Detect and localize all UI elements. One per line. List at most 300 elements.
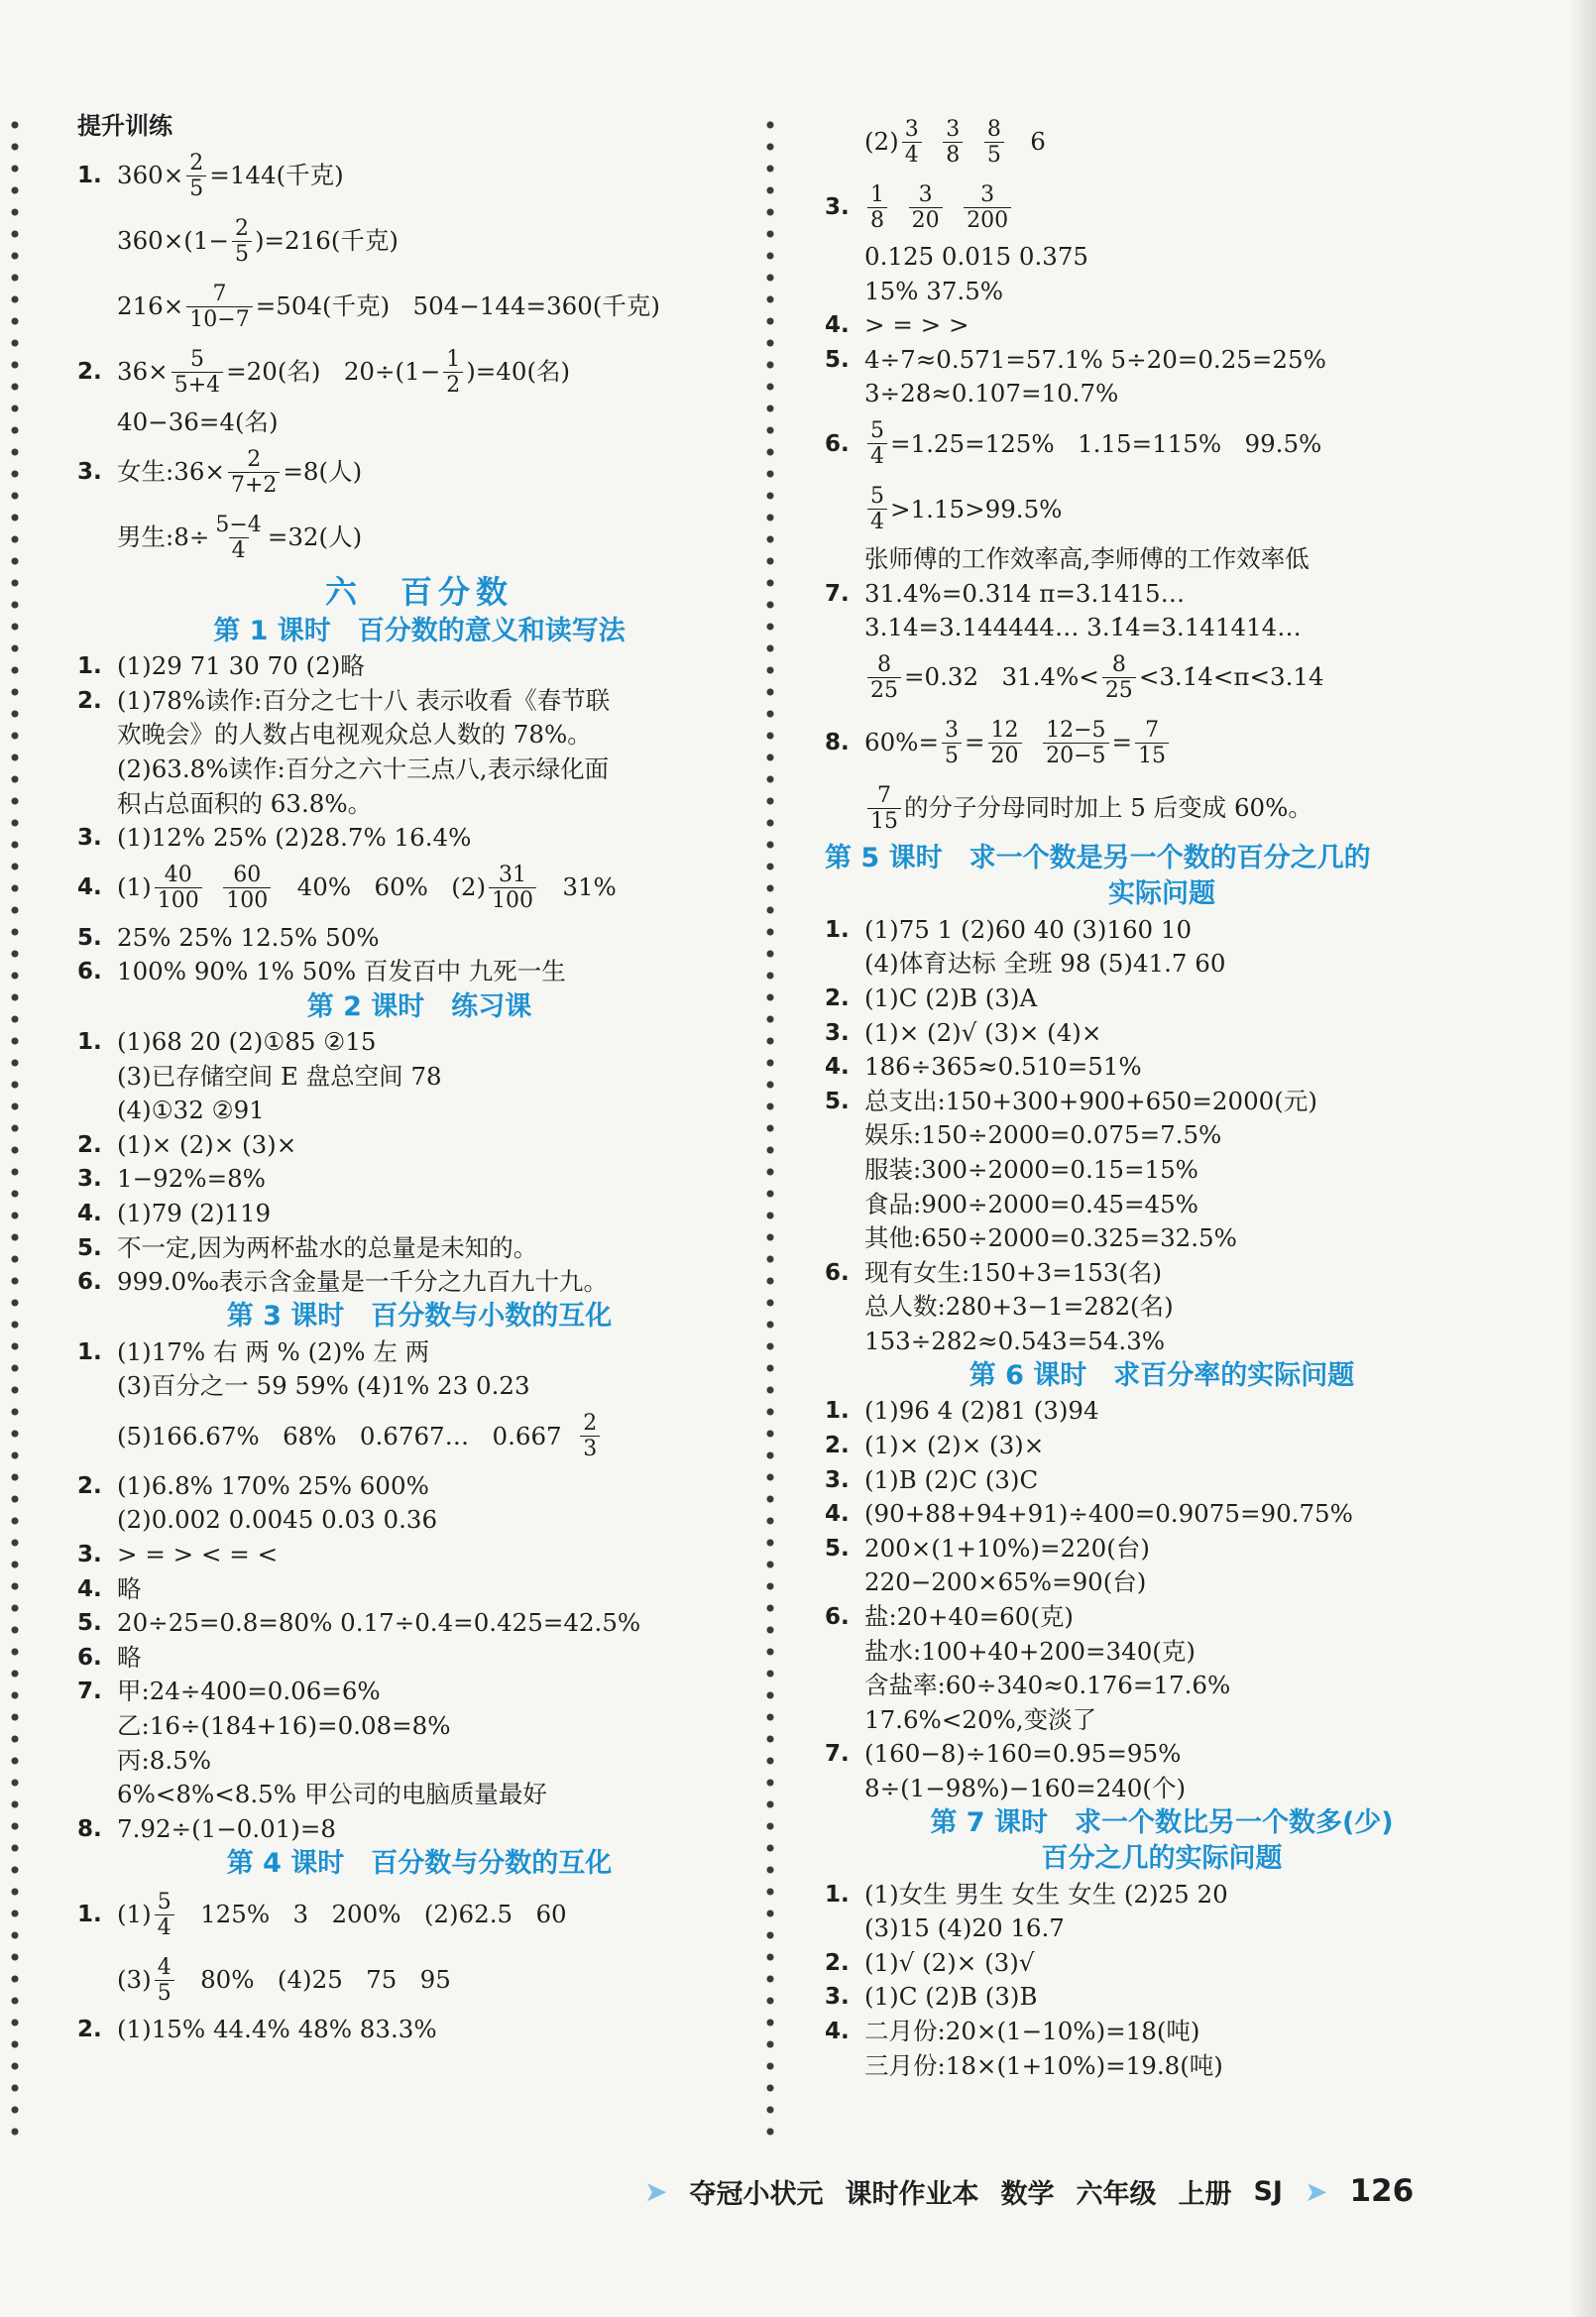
answer-line [77, 821, 761, 856]
fraction [943, 117, 963, 168]
answer-line [77, 1503, 761, 1538]
answer-line [77, 1197, 761, 1231]
fraction-numerator: 2 [583, 1411, 598, 1437]
question-number: 1. [77, 1028, 102, 1055]
lesson-heading [825, 1358, 1499, 1394]
question-number: 7. [77, 1679, 102, 1705]
line-text: 7.92÷(1−0.01)=8 [117, 1813, 336, 1843]
answer-line [77, 856, 761, 921]
fraction [212, 513, 264, 563]
question-number: 6. [825, 1259, 850, 1286]
line-text: =1.25=125% 1.15=115% 99.5% [890, 428, 1322, 458]
fraction-denominator: 100 [155, 887, 202, 913]
question-number: 1. [825, 1398, 850, 1425]
line-text: 男生:8÷ [117, 521, 210, 551]
fraction [155, 1955, 174, 2006]
fraction-numerator: 31 [499, 863, 527, 888]
line-text: 三月份:18×(1+10%)=19.8(吨) [864, 2050, 1223, 2080]
answer-line [77, 921, 761, 956]
line-text: 略 [117, 1642, 142, 1672]
line-text: 360× [117, 161, 184, 190]
fraction-denominator: 20 [988, 743, 1022, 768]
answer-line [77, 1812, 761, 1847]
question-number: 2. [77, 1131, 102, 1158]
lesson-heading [77, 614, 761, 649]
fraction-denominator: 25 [867, 677, 901, 703]
line-text: 积占总面积的 63.8%。 [117, 788, 373, 818]
line-text: 不一定,因为两杯盐水的总量是未知的。 [117, 1232, 538, 1262]
line-text [946, 190, 962, 225]
answer-line [77, 1128, 761, 1163]
fraction-numerator: 60 [233, 863, 262, 888]
fraction-numerator: 8 [877, 652, 891, 678]
line-text: 100% 90% 1% 50% 百发百中 九死一生 [117, 957, 566, 986]
answer-line [825, 645, 1499, 711]
answer-line [77, 1744, 761, 1779]
fraction-denominator: 2 [443, 372, 463, 398]
line-text: 的分子分母同时加上 5 后变成 60%。 [904, 793, 1312, 823]
question-number: 2. [77, 1472, 102, 1499]
answer-line [825, 2015, 1499, 2049]
line-text: (1)√ (2)× (3)√ [864, 1947, 1035, 1977]
fraction-denominator: 5 [155, 1980, 174, 2006]
fraction-denominator: 200 [964, 207, 1011, 233]
fraction-denominator: 5 [984, 142, 1004, 168]
fraction-numerator: 8 [986, 116, 1001, 142]
question-number: 3. [77, 1542, 102, 1568]
answer-line [77, 439, 761, 505]
answer-line [77, 1641, 761, 1676]
line-text: 盐:20+40=60(克) [864, 1602, 1074, 1632]
fraction [988, 718, 1022, 768]
answer-line [825, 913, 1499, 948]
line-text: 提升训练 [77, 112, 172, 140]
answer-line [825, 1463, 1499, 1498]
line-text: 总支出:150+300+900+650=2000(元) [864, 1086, 1317, 1115]
fraction [867, 182, 887, 233]
question-number: 4. [77, 1200, 102, 1226]
line-text: (4)①32 ②91 [117, 1096, 265, 1125]
answer-line [825, 1085, 1499, 1119]
fraction-numerator: 7 [877, 783, 891, 809]
fraction-numerator: 2 [234, 216, 249, 242]
line-text: 6%<8%<8.5% 甲公司的电脑质量最好 [117, 1780, 547, 1809]
line-text: 二月份:20×(1−10%)=18(吨) [864, 2016, 1200, 2045]
fraction-denominator: 4 [902, 142, 922, 168]
footer-arrow-icon: ➤ [1304, 2174, 1328, 2208]
answer-line [77, 1060, 761, 1095]
answer-line [825, 411, 1499, 477]
line-text: 360×(1− [117, 226, 229, 256]
answer-line [77, 405, 761, 440]
answer-line [825, 174, 1499, 240]
answer-line [77, 275, 761, 340]
fraction-denominator: 4 [867, 443, 887, 469]
answer-line [825, 1669, 1499, 1703]
fraction-denominator: 8 [867, 207, 887, 233]
fraction-denominator: 8 [943, 142, 963, 168]
answer-line [77, 2013, 761, 2047]
fraction-numerator: 1 [446, 347, 461, 373]
line-text: (2) [864, 126, 899, 156]
lesson-heading [77, 1846, 761, 1882]
fraction [186, 282, 252, 332]
fraction-denominator: 15 [867, 808, 901, 834]
question-number: 3. [825, 1466, 850, 1493]
line-text: 第 2 课时 练习课 [306, 990, 532, 1022]
answer-line [825, 982, 1499, 1016]
footer-edition: SJ [1253, 2175, 1283, 2207]
answer-line [77, 1369, 761, 1404]
answer-line [825, 542, 1499, 577]
question-number: 5. [77, 924, 102, 951]
line-text: 999.0‰表示含金量是一千分之九百九十九。 [117, 1267, 609, 1297]
answer-line [825, 611, 1499, 645]
fraction [867, 418, 887, 469]
answer-line [77, 1778, 761, 1812]
question-number: 6. [825, 430, 850, 457]
line-text: 0.125 0.015 0.375 [864, 242, 1088, 271]
line-text: =0.32 31.4%< [904, 662, 1099, 692]
answer-line [825, 947, 1499, 982]
line-text: 略 [117, 1573, 142, 1603]
page-footer [644, 2166, 1437, 2216]
lesson-heading [77, 1300, 761, 1335]
line-text: 第 5 课时 求一个数是另一个数的百分之几的 [825, 843, 1371, 874]
line-text: (1)17% 右 两 % (2)% 左 两 [117, 1336, 430, 1366]
fraction [867, 484, 887, 534]
lesson-heading [825, 1806, 1499, 1842]
answer-line [825, 1635, 1499, 1670]
line-text: 丙:8.5% [117, 1745, 211, 1775]
line-text: (1)15% 44.4% 48% 83.3% [117, 2015, 437, 2044]
question-number: 3. [77, 825, 102, 852]
fraction-numerator: 7 [212, 282, 227, 307]
fraction-denominator: 5 [232, 241, 252, 267]
line-text: (1)68 20 (2)①85 ②15 [117, 1026, 377, 1056]
question-number: 5. [825, 346, 850, 373]
question-number: 5. [77, 1234, 102, 1261]
line-text: 第 4 课时 百分数与分数的互化 [226, 1848, 613, 1880]
fraction-numerator: 5 [157, 1889, 171, 1914]
line-text: (5)166.67% 68% 0.6767… 0.667 [117, 1421, 578, 1450]
answer-line [77, 1265, 761, 1300]
fraction-denominator: 20−5 [1043, 743, 1108, 768]
line-text: (3) [117, 1965, 152, 1995]
answer-line [825, 377, 1499, 411]
line-text: =20(名) 20÷(1− [226, 357, 441, 387]
fraction [1135, 718, 1169, 768]
answer-line [77, 718, 761, 753]
answer-line [825, 1050, 1499, 1085]
answer-line [825, 1016, 1499, 1051]
fraction-denominator: 5 [942, 743, 962, 768]
fraction [232, 216, 252, 267]
question-number: 3. [825, 193, 850, 220]
question-number: 2. [77, 2017, 102, 2043]
line-text: (3)百分之一 59 59% (4)1% 23 0.23 [117, 1371, 530, 1401]
fraction [984, 117, 1004, 168]
question-number: 3. [825, 1984, 850, 2011]
page-edge-shadow [1568, 0, 1596, 2317]
answer-line [77, 684, 761, 719]
fraction-numerator: 8 [1111, 652, 1126, 678]
line-text: 216× [117, 291, 184, 321]
footer-arrow-icon: ➤ [644, 2174, 668, 2208]
line-text: 80% (4)25 75 95 [176, 1965, 451, 1995]
answer-line [825, 1290, 1499, 1325]
line-text: 31% [539, 872, 617, 902]
fraction [155, 863, 202, 913]
question-number: 5. [825, 1535, 850, 1562]
answer-line [825, 1394, 1499, 1429]
answer-line [825, 1703, 1499, 1738]
answer-line [77, 1025, 761, 1060]
answer-line [77, 1882, 761, 1947]
answer-line [77, 1162, 761, 1197]
fraction-denominator: 100 [223, 887, 271, 913]
fraction [1102, 652, 1136, 703]
answer-line [825, 1221, 1499, 1256]
line-text [1025, 726, 1041, 760]
line-text: 40−36=4(名) [117, 406, 279, 436]
answer-line [77, 340, 761, 405]
fraction-numerator: 5−4 [215, 512, 262, 537]
fraction [489, 863, 536, 913]
question-number: 6. [77, 959, 102, 985]
line-text: = [1111, 728, 1133, 757]
line-text: (1)C (2)B (3)A [864, 983, 1038, 1012]
line-text: )=216(千克) [254, 226, 399, 256]
line-text: 张师傅的工作效率高,李师傅的工作效率低 [864, 543, 1310, 573]
question-number: 5. [825, 1088, 850, 1114]
fraction [443, 347, 463, 398]
line-text: 3÷28≈0.107=10.7% [864, 379, 1119, 408]
fraction-numerator: 3 [980, 181, 995, 207]
line-text: =8(人) [283, 456, 363, 486]
answer-line [77, 955, 761, 989]
fraction-numerator: 40 [164, 863, 192, 888]
answer-line [825, 776, 1499, 842]
fraction [186, 151, 206, 201]
question-number: 1. [77, 1902, 102, 1928]
question-number: 6. [77, 1269, 102, 1296]
line-text: (2)63.8%读作:百分之六十三点八,表示绿化面 [117, 753, 610, 783]
lesson-heading [825, 877, 1499, 913]
answer-line [77, 1947, 761, 2013]
answer-line [825, 1565, 1499, 1600]
fraction [580, 1411, 600, 1461]
fraction-numerator: 2 [189, 151, 204, 176]
answer-line [77, 1538, 761, 1572]
fraction-denominator: 5+4 [171, 372, 223, 398]
answer-line [825, 711, 1499, 776]
fraction [942, 718, 962, 768]
line-text: 盐水:100+40+200=340(克) [864, 1636, 1196, 1666]
line-text: (1) [117, 1900, 152, 1929]
question-number: 5. [77, 1610, 102, 1637]
line-text: (1)75 1 (2)60 40 (3)160 10 [864, 914, 1193, 944]
line-text: > = > > [864, 310, 969, 340]
fraction-numerator: 5 [189, 347, 204, 373]
line-text: 125% 3 200% (2)62.5 60 [176, 1900, 567, 1929]
footer-book: 课时作业本 [845, 2178, 979, 2210]
line-text: 第 6 课时 求百分率的实际问题 [969, 1360, 1355, 1392]
line-text: 百分之几的实际问题 [1041, 1843, 1283, 1875]
question-number: 4. [825, 2018, 850, 2044]
fraction [171, 347, 223, 398]
line-text: (160−8)÷160=0.95=95% [864, 1739, 1182, 1769]
question-number: 6. [825, 1604, 850, 1631]
answer-line [77, 1404, 761, 1469]
fraction-numerator: 3 [946, 116, 961, 142]
line-text: 6 [1006, 126, 1046, 156]
line-text: 总人数:280+3−1=282(名) [864, 1292, 1174, 1322]
line-text: )=40(名) [466, 357, 571, 387]
answer-line [77, 109, 761, 144]
line-text: 220−200×65%=90(台) [864, 1567, 1147, 1597]
answer-line [77, 753, 761, 787]
line-text: 欢晚会》的人数占电视观众总人数的 78%。 [117, 720, 592, 750]
chapter-title [77, 570, 761, 614]
question-number: 1. [77, 1338, 102, 1365]
answer-line [825, 1118, 1499, 1153]
answer-line [825, 1946, 1499, 1981]
line-text: 3.14̇=3.144444… 3.1̇4̇=3.141414… [864, 613, 1302, 642]
answer-line [825, 109, 1499, 174]
answer-line [825, 1600, 1499, 1635]
line-text: (1)12% 25% (2)28.7% 16.4% [117, 823, 472, 853]
line-text: 现有女生:150+3=153(名) [864, 1257, 1163, 1287]
question-number: 2. [77, 359, 102, 386]
footer-grade: 六年级 [1076, 2178, 1157, 2210]
answer-line [825, 1772, 1499, 1806]
line-text: > = > < = < [117, 1540, 279, 1569]
answer-line [77, 1709, 761, 1744]
question-number: 2. [825, 1433, 850, 1459]
answer-line [825, 1153, 1499, 1188]
line-text: (1)× (2)× (3)× [864, 1431, 1045, 1460]
answer-line [77, 1606, 761, 1641]
line-text: 六 百分数 [324, 572, 513, 611]
question-number: 8. [825, 730, 850, 756]
line-text: 200×(1+10%)=220(台) [864, 1533, 1150, 1563]
line-text: 1−92%=8% [117, 1164, 266, 1194]
answer-line [825, 1429, 1499, 1463]
fraction-numerator: 1 [870, 181, 884, 207]
footer-volume: 上册 [1178, 2178, 1232, 2210]
line-text: (1)× (2)× (3)× [117, 1129, 297, 1159]
line-text: =504(千克) 504−144=360(千克) [255, 291, 660, 321]
line-text: 186÷365≈0.510=51% [864, 1052, 1142, 1082]
line-text: (3)15 (4)20 16.7 [864, 1913, 1065, 1943]
line-text: (1) [117, 872, 152, 902]
question-number: 4. [77, 1575, 102, 1602]
answer-line [825, 477, 1499, 542]
answer-line [77, 1675, 761, 1709]
question-number: 2. [825, 985, 850, 1011]
fraction-denominator: 4 [155, 1914, 174, 1940]
line-text: 其他:650÷2000=0.325=32.5% [864, 1223, 1237, 1253]
question-number: 1. [77, 653, 102, 680]
fraction-numerator: 5 [870, 418, 884, 444]
line-text: 第 3 课时 百分数与小数的互化 [226, 1301, 613, 1332]
fraction [909, 182, 943, 233]
line-text: (1)B (2)C (3)C [864, 1464, 1039, 1494]
line-text: 食品:900÷2000=0.45=45% [864, 1189, 1198, 1218]
line-text: 36× [117, 357, 169, 387]
footer-subject: 数学 [1000, 2178, 1055, 2210]
line-text: =144(千克) [209, 161, 344, 190]
lesson-heading [825, 1842, 1499, 1878]
answer-line [825, 1737, 1499, 1772]
answer-line [825, 577, 1499, 612]
page-number: 126 [1349, 2173, 1415, 2209]
question-number: 4. [825, 1054, 850, 1081]
line-text: 含盐率:60÷340≈0.176=17.6% [864, 1671, 1231, 1700]
fraction [867, 783, 901, 834]
binding-holes-middle [765, 114, 775, 2146]
fraction-denominator: 7+2 [228, 472, 280, 498]
fraction-denominator: 4 [229, 537, 249, 563]
lesson-heading [77, 989, 761, 1025]
question-number: 1. [825, 1881, 850, 1908]
fraction-numerator: 3 [904, 116, 919, 142]
line-text: (1)6.8% 170% 25% 600% [117, 1470, 429, 1500]
fraction-denominator: 4 [867, 509, 887, 534]
answer-line [77, 144, 761, 209]
answer-line [77, 1335, 761, 1370]
lesson-heading [825, 842, 1499, 877]
line-text: 女生:36× [117, 456, 225, 486]
fraction-numerator: 12 [990, 718, 1019, 744]
fraction-denominator: 3 [580, 1436, 600, 1461]
line-text: >1.15>99.5% [890, 494, 1063, 523]
fraction-numerator: 5 [870, 484, 884, 510]
line-text: (1)29 71 30 70 (2)略 [117, 651, 365, 681]
answer-line [825, 240, 1499, 275]
question-number: 1. [825, 916, 850, 943]
answer-column-right [825, 109, 1499, 2083]
answer-line [825, 1878, 1499, 1912]
line-text: (3)已存储空间 E 盘总空间 78 [117, 1061, 442, 1091]
answer-line [77, 505, 761, 570]
question-number: 4. [825, 312, 850, 339]
question-number: 8. [77, 1815, 102, 1842]
fraction [902, 117, 922, 168]
answer-line [825, 1256, 1499, 1291]
line-text: 17.6%<20%,变淡了 [864, 1704, 1097, 1734]
question-number: 6. [77, 1644, 102, 1671]
footer-brand: 夺冠小状元 [689, 2178, 824, 2210]
line-text: (2)0.002 0.0045 0.03 0.36 [117, 1505, 438, 1535]
answer-column-left [77, 109, 761, 2047]
question-number: 3. [825, 1019, 850, 1046]
line-text: 40% 60% (2) [274, 872, 487, 902]
question-number: 2. [825, 1949, 850, 1976]
answer-line [825, 1497, 1499, 1532]
line-text: 60%= [864, 728, 939, 757]
line-text: 25% 25% 12.5% 50% [117, 922, 380, 952]
answer-line [825, 308, 1499, 343]
answer-line [825, 1532, 1499, 1566]
answer-line [77, 787, 761, 822]
line-text: 8÷(1−98%)−160=240(个) [864, 1774, 1187, 1802]
answer-line [77, 649, 761, 684]
answer-line [825, 1188, 1499, 1222]
question-number: 7. [825, 580, 850, 607]
fraction-denominator: 100 [489, 887, 536, 913]
